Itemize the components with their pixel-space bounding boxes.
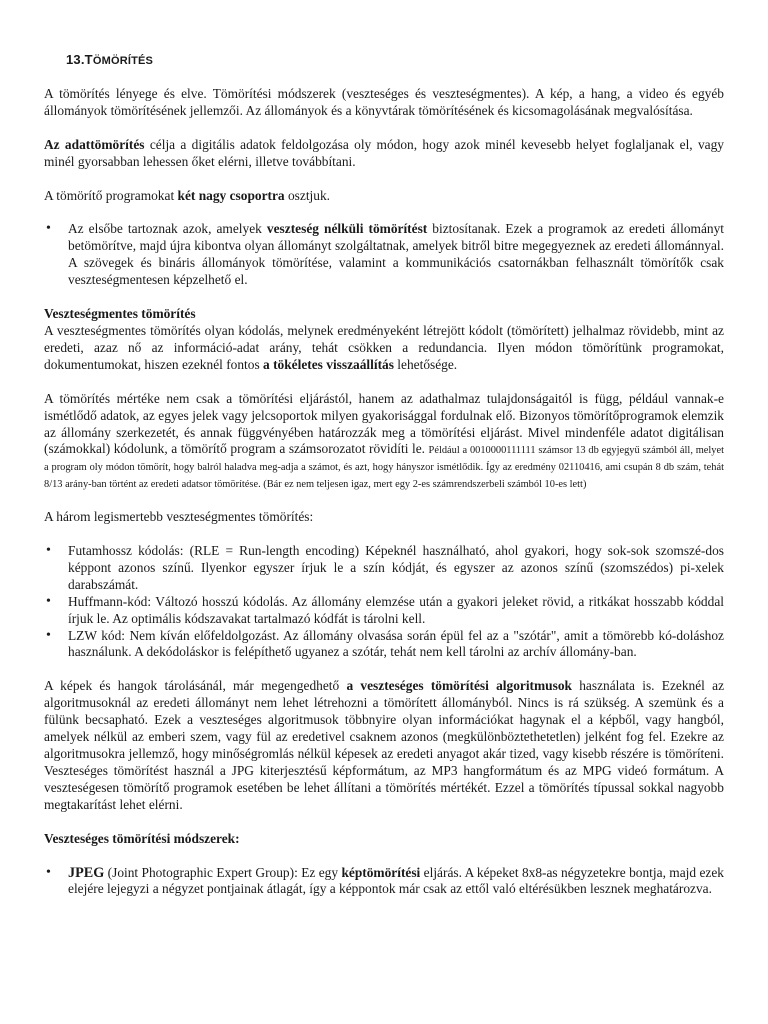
lossless-methods-list — [44, 543, 724, 661]
lossy-methods-title-text: Veszteséges tömörítési módszerek: — [44, 830, 240, 846]
lossless-post: biztosítanak. Ezek a programok az eredeti állományt betömörítve, majd újra kibontva olyan állományt szolgáltatnak, amelyek bitről bitre megegyeznek az eredeti állománnyal. A szövegek és bináris állományok tömörítése, valamint a kommunikációs csatornákban felhasznált tömörítők csak veszteségmentesen képzelhető el. — [68, 221, 725, 288]
definition-text: célja a digitális adatok feldolgozása oly módon, hogy azok minél kevesebb helyet foglaljanak el, vagy minél gyorsabban lehessen őket elérni, illetve továbbítani. — [44, 136, 724, 169]
heading-first-letter: T — [84, 52, 93, 67]
heading-rest: ÖMÖRÍTÉS — [92, 55, 154, 67]
three-known-paragraph: A három legismertebb veszteségmentes tömörítés: — [44, 509, 314, 525]
list-item: • LZW kód: Nem kíván előfeldolgozást. Az állomány olvasása során épül fel az a "szótár", amit a tömörebb kó-doláshoz használunk. A dekódoláskor is felépíthető ugyanez a szótár, tehát nem kell tárolni az archív állomány-ban. — [44, 628, 724, 662]
lossless-section-title — [44, 306, 724, 323]
list-item: • Huffmann-kód: Változó hosszú kódolás. Az állomány elemzése után a gyakori jeleket rövid, a ritkákat hosszabb kóddal írjuk le. Az optimális kódszavakat tartalmazó kódfát is tárolni kell. — [44, 594, 724, 628]
lossless-title: Veszteségmentes tömörítés — [44, 306, 196, 322]
jpeg-post: eljárás. A képeket 8x8-as négyzetekre bontja, majd ezek elejére lejegyzi a négyzet pontjainak átlagát, így a képpontok már csak az ettől való eltérésükben lesznek meghatározva. — [68, 864, 724, 897]
heading-number: 13. — [66, 52, 85, 67]
lossless-section-bold: a tökéletes visszaállítás — [263, 356, 394, 372]
lossless-pre: Az elsőbe tartoznak azok, amelyek — [68, 221, 267, 237]
ratio-example: Például a 0010000111111 számsor 13 db egyjegyű számból áll, melyet a program oly módon tömörít, hogy balról haladva meg-adja a számot, és azt, hogy hányszor ismétlődik. Így az eredmény 02110416, ami csupán 8 db szám, tehát 8/13 arány-ban történt az eredeti adatsor tömörítése. (Bár ez nem teljesen igaz, mert egy 2-es számrendszerbeli számból 10-es lett) — [44, 445, 724, 491]
jpeg-bold: képtömörítési — [341, 864, 421, 880]
list-item: • Futamhossz kódolás: (RLE = Run-length encoding) Képeknél használható, ahol gyakori, hogy sok-sok szomszé-dos képpont azonos színű. Ilyenkor egyszer írjuk le a szín kódját, és egyszer az azonos színű (szomszédos) pi-xelek darabszámát. — [44, 543, 724, 594]
ratio-paragraph — [44, 391, 724, 492]
groups-bold: két nagy csoportra — [177, 187, 285, 203]
lossless-bold: veszteség nélküli tömörítést — [266, 221, 428, 237]
document-page — [44, 52, 724, 898]
lossy-methods-title — [44, 831, 724, 848]
lossless-bullet-list — [44, 221, 724, 289]
lossy-post: használata is. Ezeknél az algoritmusoknál az eredeti állományt nem lehet létrehozni a tömörített állományból. Nincs is rá szükség. A szemünk és a fülünk becsapható. Ezek a veszteséges algoritmusok többnyire olyan információkat hagynak el a képből, vagy hangból, amelyek nélkül az emberi szem, vagy fül az eredetivel csaknem azonos (megkülönböztethetetlen) jelként fog fel. Ezekre az algoritmusokra jellemző, hogy minőségromlás nélkül képesek az eredeti anyagot akár tized, vagy kisebb részére is tömöríteni. Veszteséges tömörítést használ a JPG kiterjesztésű képformátum, az MP3 hangformátum és az MPG videó formátum. A veszteségesen tömörítő programok esetében be lehet állítani a tömörítés mértékét. Ezzel a tömörítés típussal sokkal nagyobb megtakarítást lehet elérni. — [44, 678, 725, 812]
section-heading — [66, 52, 724, 70]
lossless-section-post: lehetősége. — [393, 356, 458, 372]
lossless-section-paragraph — [44, 323, 724, 374]
intro-paragraph: A tömörítés lényege és elve. Tömörítési módszerek (veszteséges és veszteségmentes). A kép, a hang, a video és egyéb állományok tömörítésének jellemzői. Az állományok és a könyvtárak tömörítésének és kicsomagolásának megvalósítása. — [44, 85, 724, 118]
list-item — [44, 865, 724, 899]
lossy-methods-list — [44, 865, 724, 899]
lossless-section-pre: A veszteségmentes tömörítés olyan kódolás, melynek eredményeként létrejött kódolt (tömörített) jelhalmaz rövidebb, mint az eredeti, azaz nő az információ-adat arány, tehát csökken a redundancia. Ilyen módon tömörítünk programokat, dokumentumokat, hiszen ezeknél fontos — [44, 322, 724, 372]
definition-term: Az adattömörítés — [44, 136, 145, 152]
groups-post: osztjuk. — [284, 187, 331, 203]
jpeg-pre: (Joint Photographic Expert Group): Ez egy — [104, 864, 342, 880]
ratio-text: A tömörítés mértéke nem csak a tömörítési eljárástól, hanem az adathalmaz tulajdonságaitól is függ, például vannak-e ismétlődő adatok, az egyes jelek vagy jelcsoportok milyen gyakorisággal fordulnak elő. Bizonyos tömörítőprogramok elemzik az állomány szerkezetét, és annak függvényében határozzák meg a tömörítési eljárást. Mivel mindenféle adatot digitálisan (számokkal) kódolunk, a tömörítő program a számsorozatot rövidíti le. — [44, 390, 724, 457]
jpeg-name: JPEG — [68, 864, 105, 881]
groups-paragraph — [44, 188, 724, 205]
lossy-paragraph — [44, 678, 724, 813]
definition-paragraph — [44, 137, 724, 171]
list-item — [44, 221, 724, 289]
groups-pre: A tömörítő programokat — [44, 187, 178, 203]
lossy-pre: A képek és hangok tárolásánál, már megengedhető — [44, 678, 347, 694]
lossy-bold: a veszteséges tömörítési algoritmusok — [346, 678, 572, 694]
